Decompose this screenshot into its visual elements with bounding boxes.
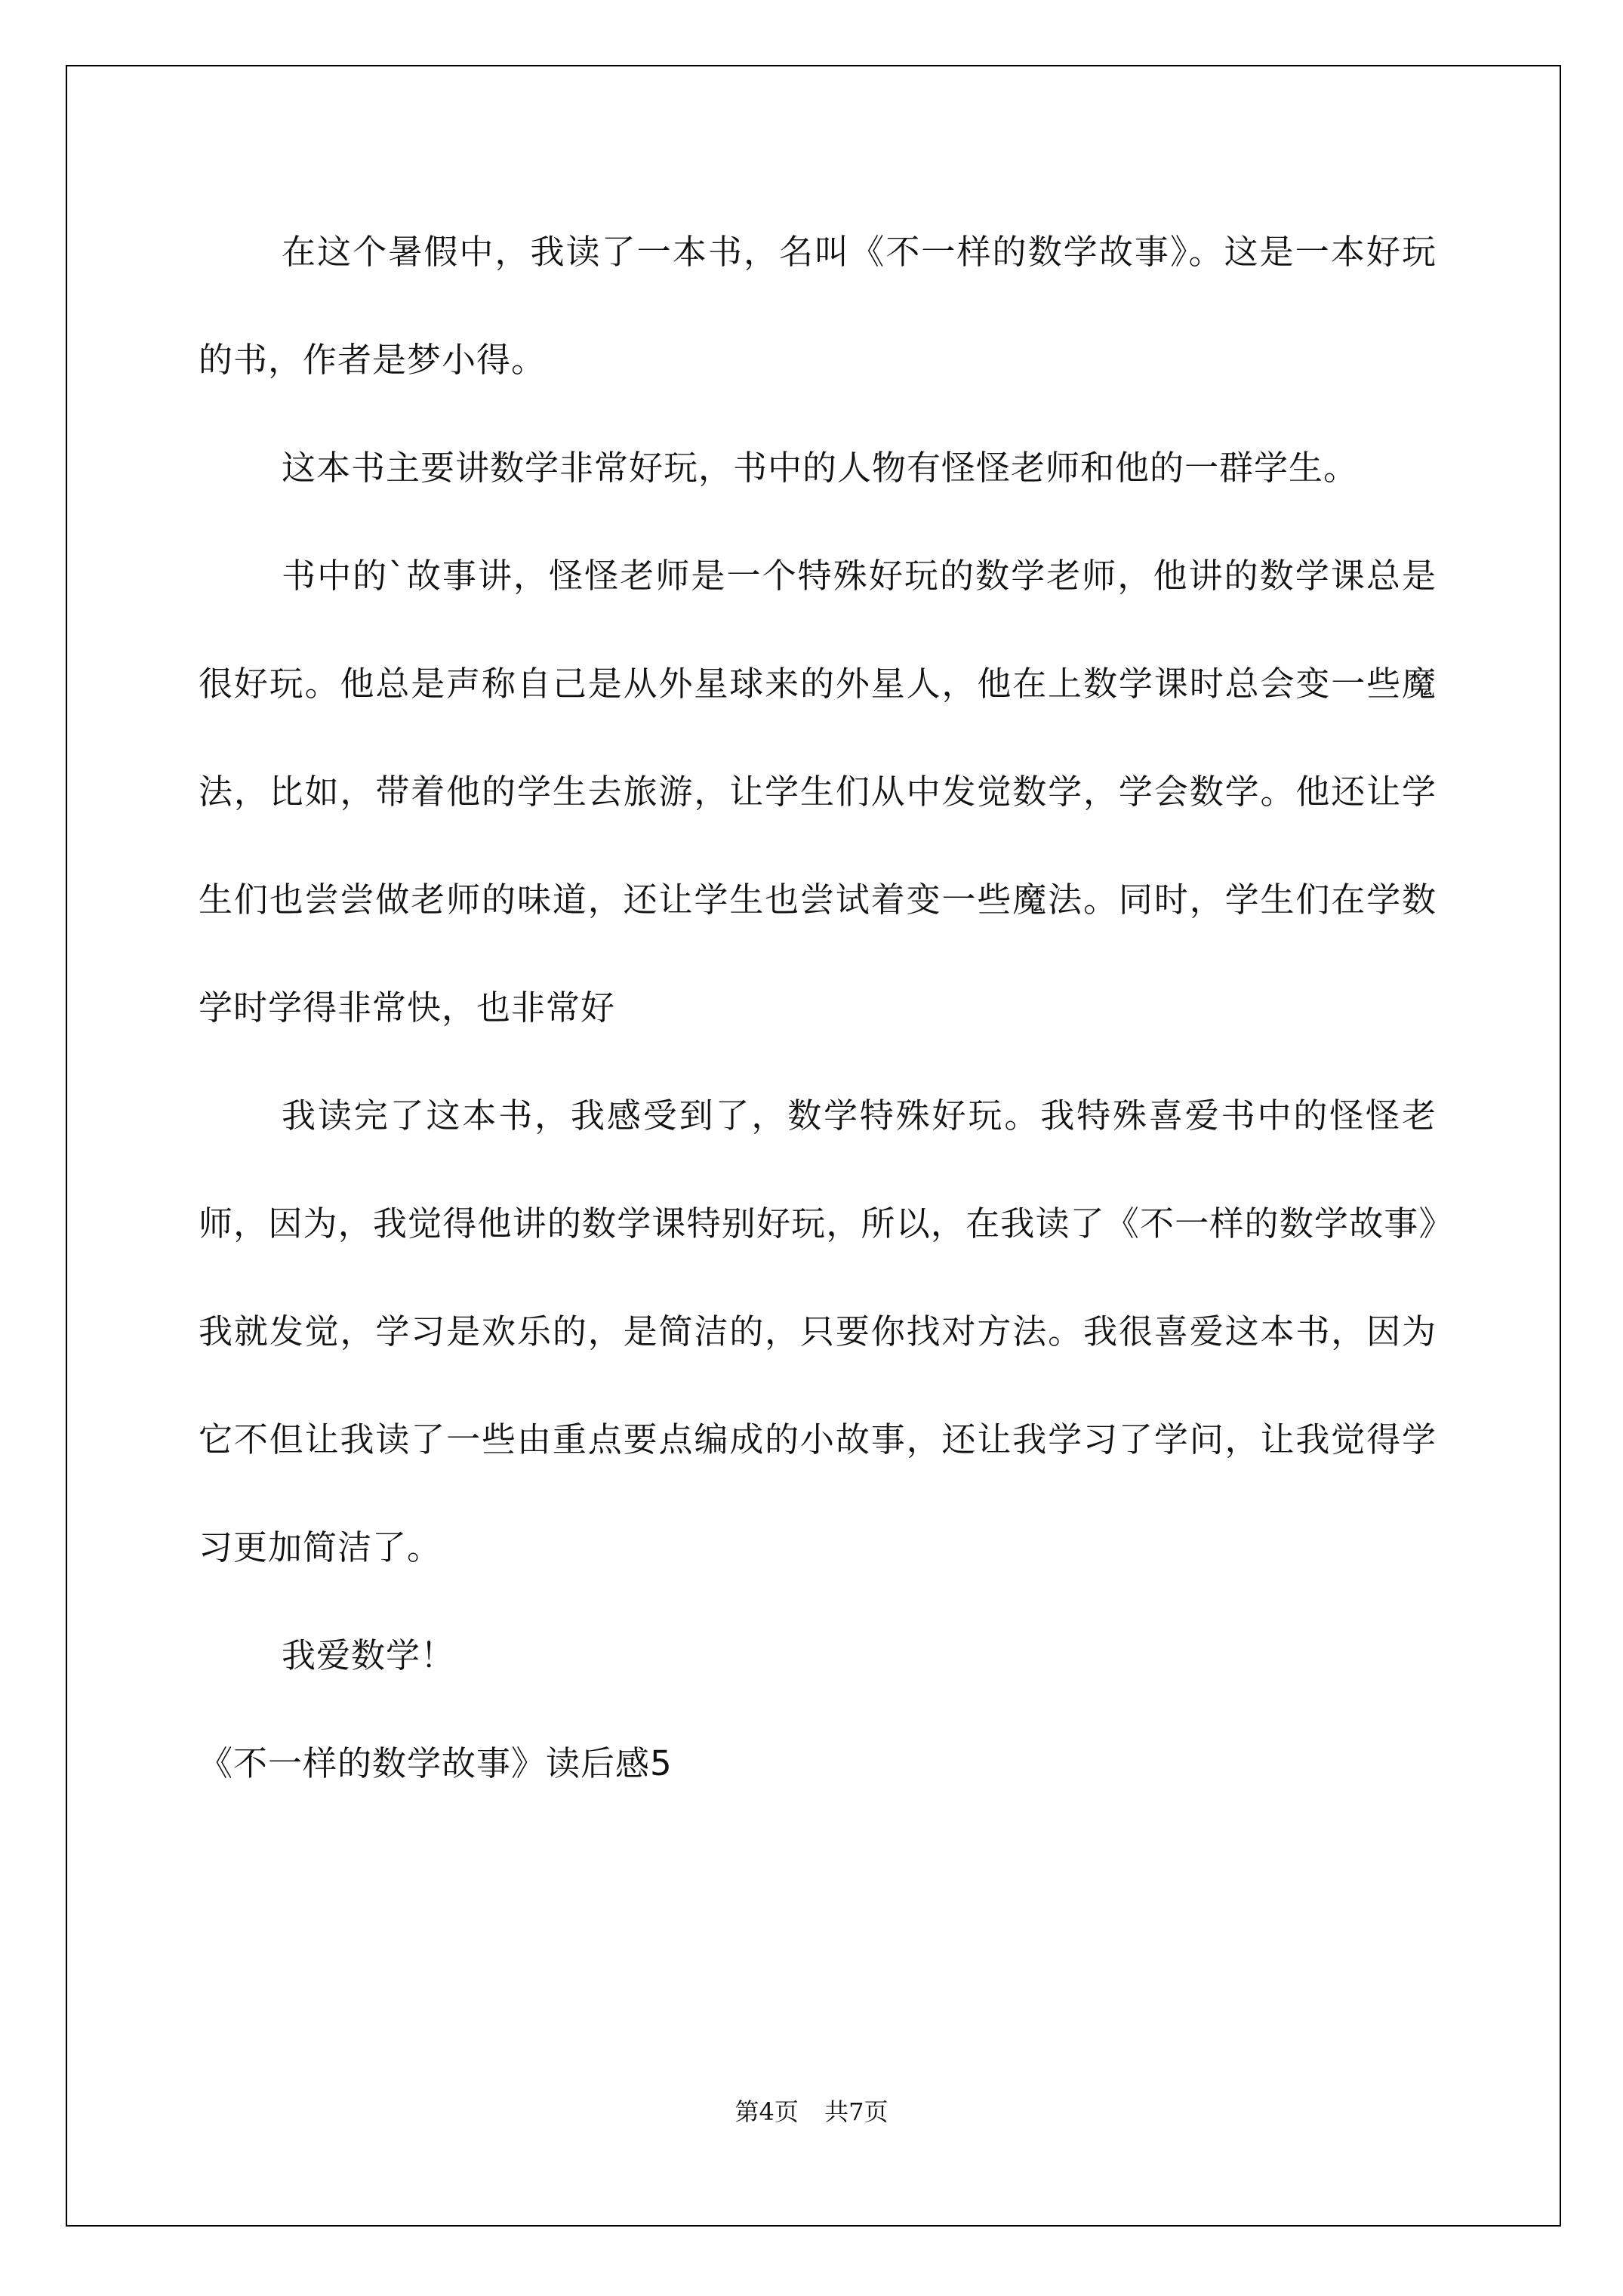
page-footer (0, 2093, 1623, 2128)
paragraph-1: 在这个暑假中，我读了一本书，名叫《不一样的数学故事》。这是一本好玩的书，作者是梦小得。 (199, 232, 1437, 380)
paragraph-2: 这本书主要讲数学非常好玩，书中的人物有怪怪老师和他的一群学生。 (282, 448, 1359, 488)
page-number-total: 共7页 (824, 2097, 888, 2126)
document-body (199, 198, 1437, 1817)
paragraph-4: 我读完了这本书，我感受到了，数学特殊好玩。我特殊喜爱书中的怪怪老师，因为，我觉得他讲的数学课特别好玩，所以，在我读了《不一样的数学故事》我就发觉，学习是欢乐的，是简洁的，只要你找对方法。我很喜爱这本书，因为它不但让我读了一些由重点要点编成的小故事，还让我学习了学问，让我觉得学习更加简洁了。 (199, 1096, 1437, 1567)
page-number-current: 第4页 (735, 2097, 799, 2126)
paragraph-5: 我爱数学！ (282, 1635, 456, 1675)
paragraph-3: 书中的`故事讲，怪怪老师是一个特殊好玩的数学老师，他讲的数学课总是很好玩。他总是声称自己是从外星球来的外星人，他在上数学课时总会变一些魔法，比如，带着他的学生去旅游，让学生们从中发觉数学，学会数学。他还让学生们也尝尝做老师的味道，还让学生也尝试着变一些魔法。同时，学生们在学数学时学得非常快，也非常好 (199, 556, 1437, 1028)
section-heading: 《不一样的数学故事》读后感5 (199, 1743, 673, 1783)
